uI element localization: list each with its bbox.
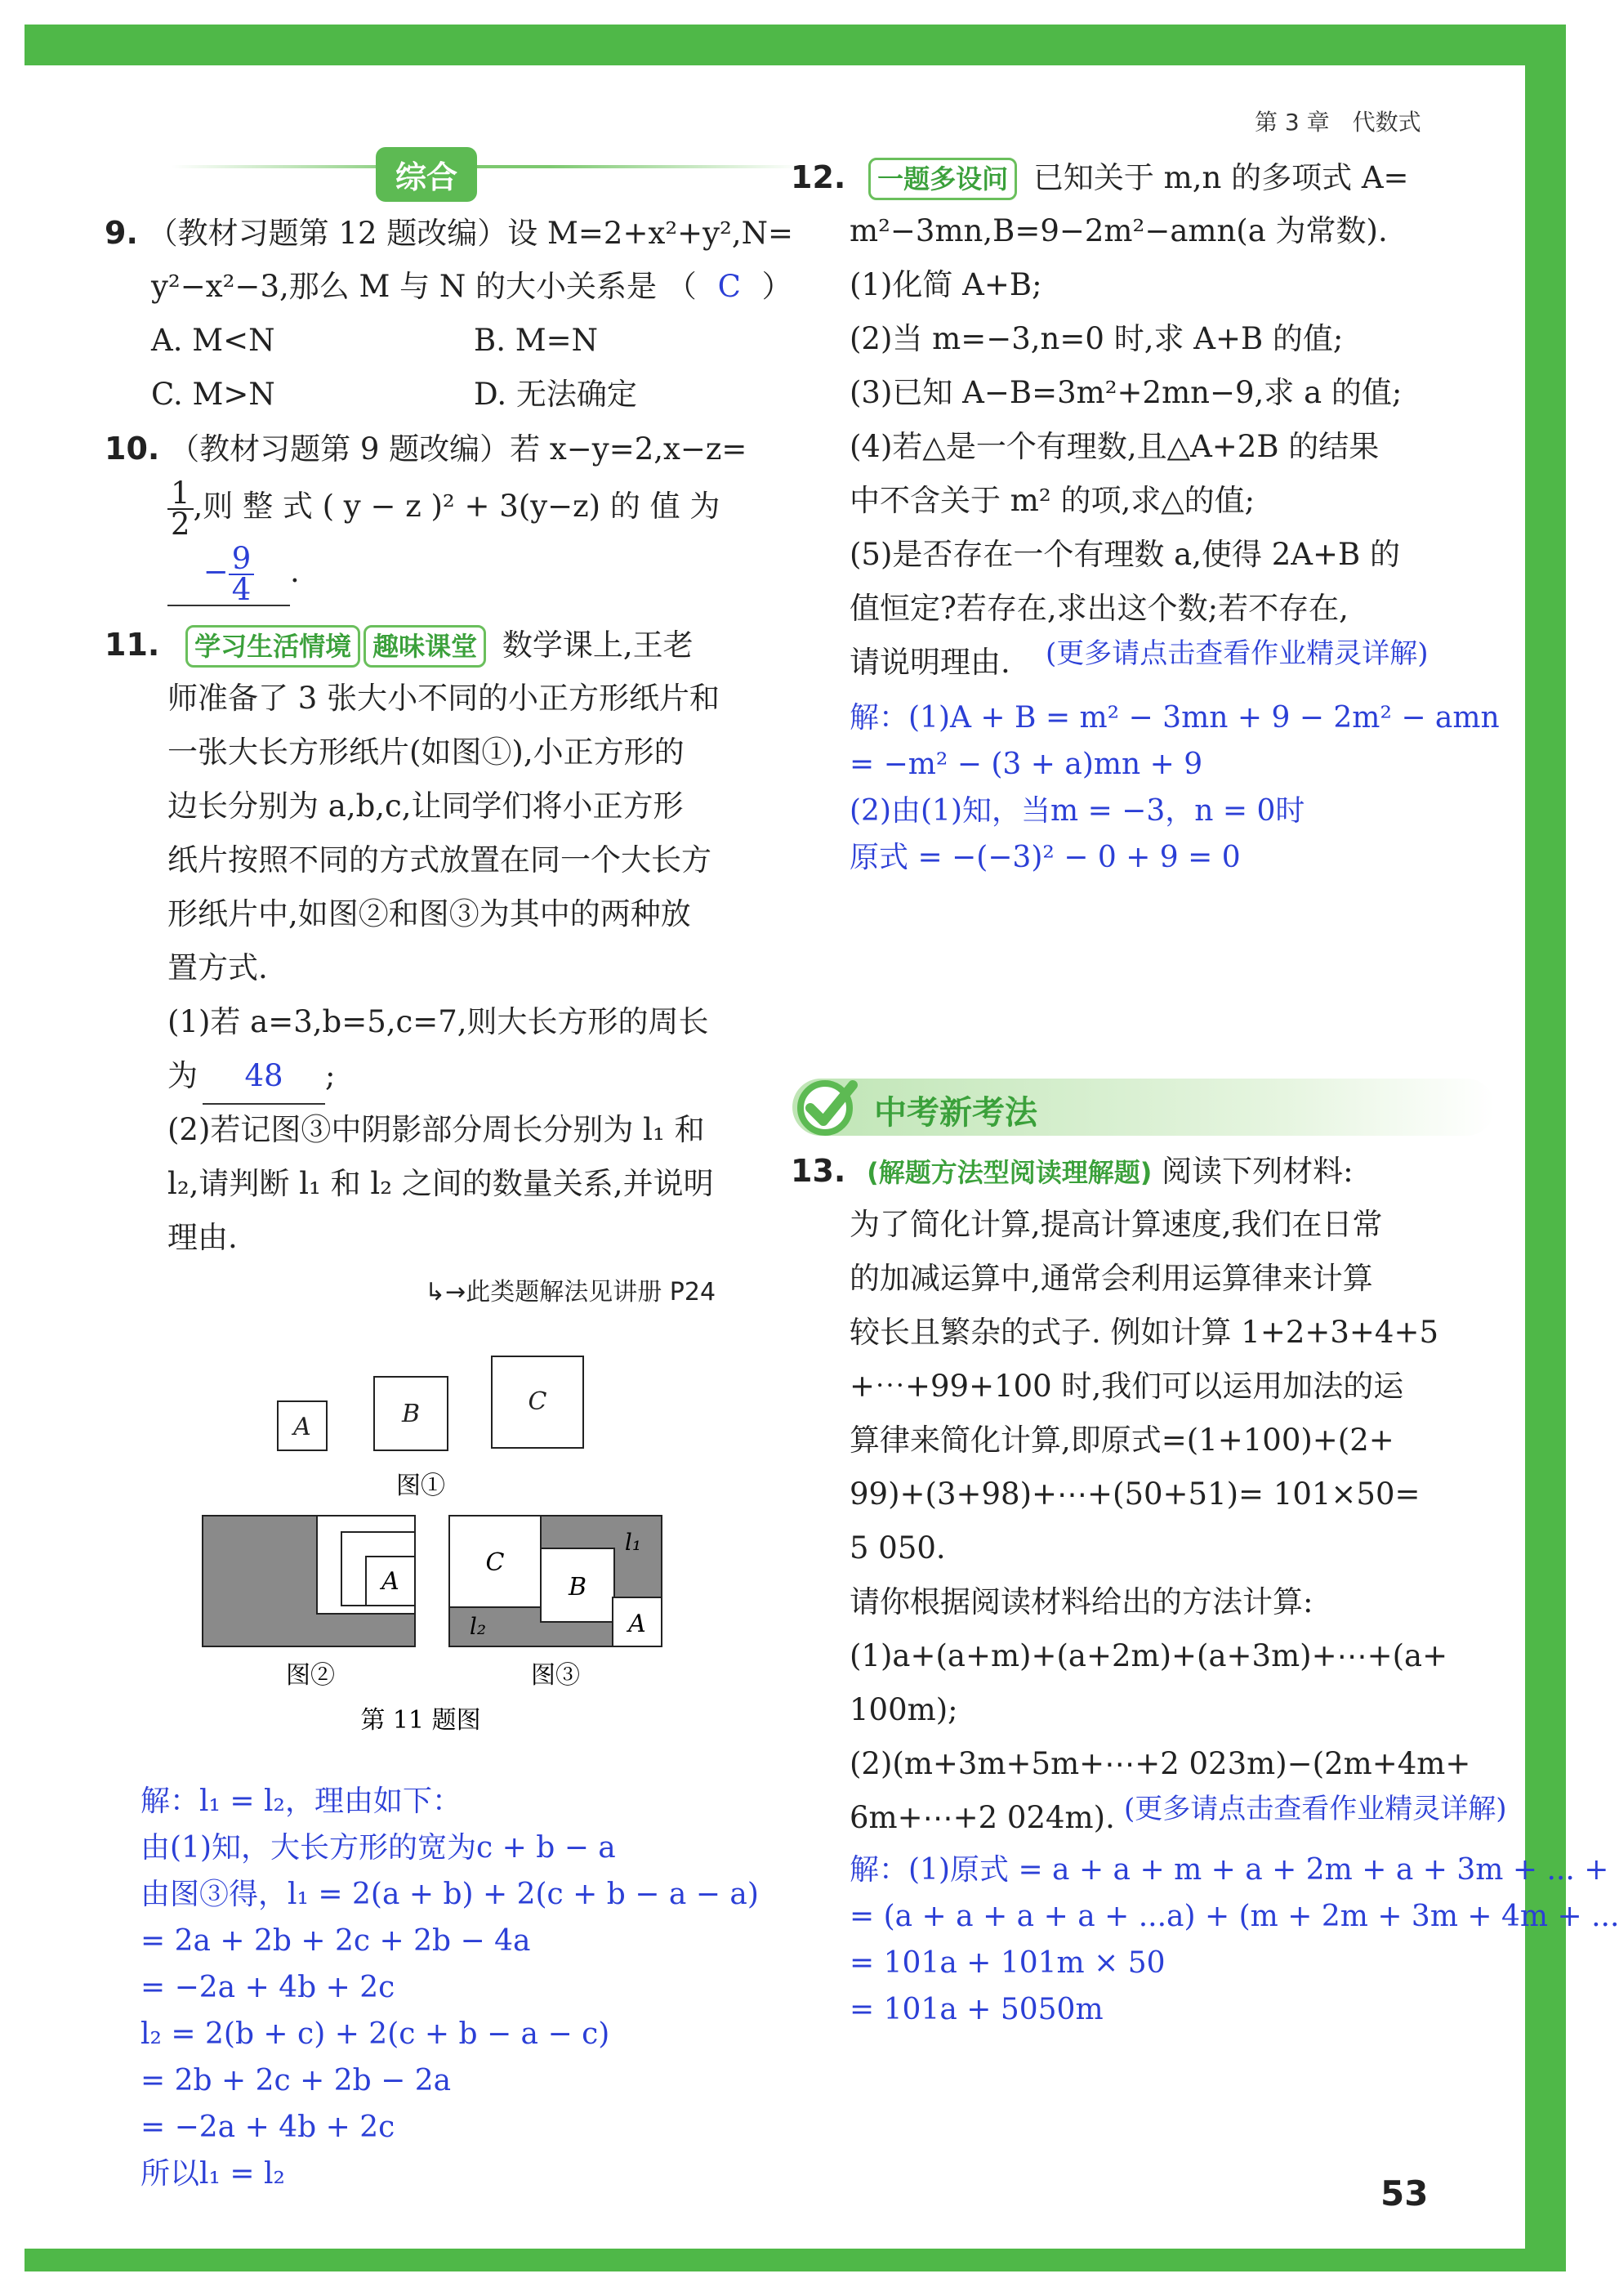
checkmark-icon (792, 1074, 859, 1141)
q11-part1-a: (1)若 a=3,b=5,c=7,则大长方形的周长 (167, 1004, 709, 1039)
q13-number: 13. (791, 1153, 846, 1189)
fig1-label-c: C (528, 1387, 547, 1416)
q13-solution (841, 1847, 1619, 2043)
q13-text-7: 5 050. (850, 1530, 946, 1566)
bottom-border (25, 2249, 1566, 2271)
q11-solution-7: = −2a + 4b + 2c (140, 2111, 395, 2144)
q9-option-a: A. M<N (151, 323, 275, 358)
q11-text-3: 边长分别为 a,b,c,让同学们将小正方形 (167, 788, 684, 824)
q13-text-11: (2)(m+3m+5m+⋯+2 023m)−(2m+4m+ (850, 1746, 1471, 1781)
q9-option-d: D. 无法确定 (474, 377, 637, 412)
q13-text-0: 阅读下列材料: (1162, 1154, 1354, 1189)
q11-number: 11. (105, 627, 160, 663)
q12-text-8: 值恒定?若存在,求出这个数;若不存在, (850, 591, 1349, 626)
q12-solution-1: = −m² − (3 + a)mn + 9 (850, 748, 1203, 781)
fig2-label-a: A (381, 1567, 399, 1596)
q11-part1-b: 为 48 ; (167, 1049, 335, 1105)
q9-option-b: B. M=N (474, 323, 598, 358)
q13-solution-1: = (a + a + a + a + ...a) + (m + 2m + 3m + 4m + ... (850, 1900, 1619, 1933)
q11-tag-fun: 趣味课堂 (363, 625, 486, 668)
q13-more-link[interactable]: (更多请点击查看作业精灵详解) (1124, 1793, 1507, 1825)
q12-text-5: (4)若△是一个有理数,且△A+2B 的结果 (850, 429, 1380, 464)
q10-answer-blank: − $\frac{9}{4}$ (167, 539, 290, 606)
q11-figure-caption: 第 11 题图 (360, 1706, 481, 1735)
q11-text-5: 形纸片中,如图②和图③为其中的两种放 (167, 896, 691, 931)
fig3-label-l2: l₂ (469, 1613, 487, 1640)
q12-text-7: (5)是否存在一个有理数 a,使得 2A+B 的 (850, 537, 1400, 572)
fig2-caption: 图② (286, 1661, 335, 1690)
q9-line2 (151, 260, 792, 314)
q13-text-6: 99)+(3+98)+⋯+(50+51)= 101×50= (850, 1476, 1421, 1512)
q10-number: 10. (105, 431, 160, 467)
q11-solution-0: 解：l₁ = l₂，理由如下： (140, 1785, 462, 1818)
q13-text-12: 6m+⋯+2 024m). (850, 1800, 1115, 1835)
q10-line3: − $\frac{9}{4}$ . (167, 539, 300, 606)
q12-more-link[interactable]: (更多请点击查看作业精灵详解) (1046, 637, 1429, 670)
q11-part2-1: l₂,请判断 l₁ 和 l₂ 之间的数量关系,并说明 (167, 1166, 714, 1201)
q11-reference-note: ↳→此类题解法见讲册 P24 (425, 1278, 716, 1307)
fig1-caption: 图① (396, 1472, 445, 1500)
q11-part2-0: (2)若记图③中阴影部分周长分别为 l₁ 和 (167, 1112, 705, 1147)
q11-part1-answer: 48 (203, 1049, 325, 1105)
q11-solution-3: = 2a + 2b + 2c + 2b − 4a (140, 1924, 531, 1958)
q13-text-8: 请你根据阅读材料给出的方法计算: (850, 1584, 1313, 1619)
q13-text-5: 算律来简化计算,即原式=(1+100)+(2+ (850, 1423, 1394, 1458)
section-title-zhongkao: 中考新考法 (874, 1094, 1037, 1132)
section-title-zonghe: 综合 (376, 147, 477, 202)
fig3-label-a: A (628, 1610, 646, 1638)
q13-solution-2: = 101a + 101m × 50 (850, 1946, 1166, 1980)
section-banner-zhongkao (792, 1079, 1495, 1136)
q10-text1: （教材习题第 9 题改编）若 x−y=2,x−z= (169, 431, 747, 467)
q12-solution-3: 原式 = −(−3)² − 0 + 9 = 0 (850, 841, 1241, 874)
fig3-label-c: C (485, 1548, 505, 1577)
q11-solution-1: 由(1)知，大长方形的宽为c + b − a (140, 1831, 616, 1865)
q9-text2: y²−x²−3,那么 M 与 N 的大小关系是 （ (151, 269, 697, 304)
fig3-label-l1: l₁ (624, 1529, 642, 1556)
q9-close: ） (761, 269, 792, 304)
q13-solution-3: = 101a + 5050m (850, 1993, 1104, 2026)
section-banner-line (172, 165, 801, 168)
q11-solution-4: = −2a + 4b + 2c (140, 1971, 395, 2004)
q10-fraction: $\frac{1}{2}$ (167, 479, 194, 539)
q13-text-10: 100m); (850, 1692, 958, 1727)
q12-line0 (791, 150, 1409, 205)
q11-figure (278, 1365, 784, 1798)
q10-line1 (105, 422, 747, 476)
q12-text-0: 已知关于 m,n 的多项式 A= (1033, 160, 1409, 195)
q10-line2 (167, 474, 720, 542)
q12-text-1: m²−3mn,B=9−2m²−amn(a 为常数). (850, 213, 1388, 248)
q12-text-6: 中不含关于 m² 的项,求△的值; (850, 483, 1256, 518)
q13-text-9: (1)a+(a+m)+(a+2m)+(a+3m)+⋯+(a+ (850, 1638, 1448, 1673)
q10-text2: ,则 整 式 ( y − z )² + 3(y−z) 的 值 为 (193, 489, 720, 524)
q9-answer: C (717, 269, 741, 304)
q9-option-c: C. M>N (151, 377, 275, 412)
q9-number: 9. (105, 215, 138, 251)
q9-text1: （教材习题第 12 题改编）设 M=2+x²+y²,N= (147, 216, 794, 251)
q12-text-4: (3)已知 A−B=3m²+2mn−9,求 a 的值; (850, 375, 1403, 410)
q12-text-9: 请说明理由. (850, 645, 1010, 680)
q12-text-3: (2)当 m=−3,n=0 时,求 A+B 的值; (850, 321, 1344, 356)
q12-number: 12. (791, 159, 846, 195)
chapter-header: 第 3 章 代数式 (1255, 109, 1421, 136)
q11-part2-2: 理由. (167, 1220, 238, 1255)
q13-line0 (791, 1144, 1354, 1199)
q11-text-0: 数学课上,王老 (502, 628, 694, 663)
q12-solution-0: 解：(1)A + B = m² − 3mn + 9 − 2m² − amn (850, 701, 1500, 735)
q11-solution-6: = 2b + 2c + 2b − 2a (140, 2064, 452, 2097)
q13-text-3: 较长且繁杂的式子. 例如计算 1+2+3+4+5 (850, 1315, 1438, 1350)
fig1-label-b: B (401, 1400, 421, 1428)
q12-solution-2: (2)由(1)知，当m = −3，n = 0时 (850, 794, 1305, 828)
top-border (25, 25, 1566, 65)
q13-tag: (解题方法型阅读理解题) (867, 1157, 1153, 1188)
q12-tag: 一题多设问 (868, 158, 1017, 200)
q13-solution-0: 解：(1)原式 = a + a + m + a + 2m + a + 3m + ... + (850, 1853, 1609, 1887)
page (65, 65, 1619, 2249)
q11-text-2: 一张大长方形纸片(如图①),小正方形的 (167, 735, 685, 770)
page-number: 53 (1380, 2173, 1429, 2213)
q11-text-6: 置方式. (167, 950, 268, 985)
q11-text-4: 纸片按照不同的方式放置在同一个大长方 (167, 842, 711, 878)
q12-text-2: (1)化简 A+B; (850, 267, 1042, 302)
q11-line1 (105, 618, 694, 672)
fig1-label-a: A (293, 1413, 311, 1441)
q13-text-4: +⋯+99+100 时,我们可以运用加法的运 (850, 1369, 1404, 1404)
q11-solution-2: 由图③得，l₁ = 2(a + b) + 2(c + b − a − a) (140, 1878, 759, 1911)
fig3-label-b: B (568, 1573, 587, 1601)
q13-text-1: 为了简化计算,提高计算速度,我们在日常 (850, 1207, 1383, 1242)
q11-text-1: 师准备了 3 张大小不同的小正方形纸片和 (167, 681, 720, 716)
q11-tag-context: 学习生活情境 (185, 625, 360, 668)
fig3-caption: 图③ (531, 1661, 580, 1690)
q11-solution-8: 所以l₁ = l₂ (140, 2157, 285, 2191)
q13-text-2: 的加减运算中,通常会利用运算律来计算 (850, 1261, 1373, 1296)
q9-line1 (105, 206, 793, 261)
q11-solution-5: l₂ = 2(b + c) + 2(c + b − a − c) (140, 2017, 610, 2051)
